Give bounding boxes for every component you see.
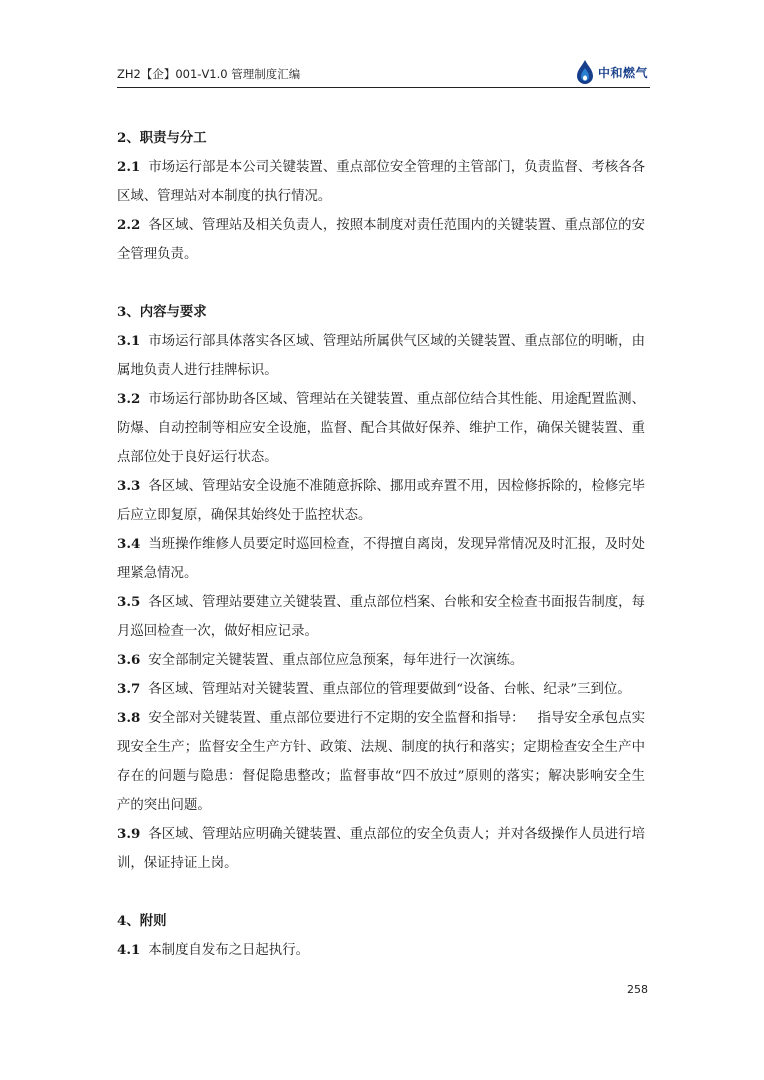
clause-number: 3.6 <box>117 652 141 668</box>
clause-number: 3.7 <box>117 681 141 697</box>
clause-line <box>117 646 645 675</box>
clause-line: 全管理负责。 <box>117 247 198 262</box>
clause-line <box>117 820 645 849</box>
section-heading: 2、职责与分工 <box>117 130 207 146</box>
section-heading: 3、内容与要求 <box>117 304 207 320</box>
clause-text: 当班操作维修人员要定时巡回检查，不得擅自离岗，发现异常情况及时汇报，及时处 <box>148 537 645 552</box>
clause-line: 后应立即复原，确保其始终处于监控状态。 <box>117 508 372 523</box>
clause-line <box>117 472 645 501</box>
clause-text: 各区域、管理站及相关负责人，按照本制度对责任范围内的关键装置、重点部位的安 <box>148 218 645 233</box>
clause-number: 3.4 <box>117 536 141 552</box>
company-logo <box>575 58 648 86</box>
clause-line <box>117 704 645 733</box>
page-header <box>117 58 650 88</box>
clause-line <box>117 153 645 182</box>
clause-text: 安全部制定关键装置、重点部位应急预案，每年进行一次演练。 <box>148 653 524 668</box>
clause-number: 3.1 <box>117 333 141 349</box>
section-heading: 4、附则 <box>117 913 167 929</box>
clause-text: 各区域、管理站要建立关键装置、重点部位档案、台帐和安全检查书面报告制度，每 <box>148 595 645 610</box>
clause-number: 3.9 <box>117 826 141 842</box>
clause-number: 3.3 <box>117 478 141 494</box>
clause-line: 点部位处于良好运行状态。 <box>117 450 278 465</box>
clause-text: 市场运行部协助各区域、管理站在关键装置、重点部位结合其性能、用途配置监测、 <box>148 392 645 407</box>
header-title: ZH2【企】001-V1.0 管理制度汇编 <box>117 67 301 81</box>
clause-number: 4.1 <box>117 942 141 958</box>
clause-line: 现安全生产；监督安全生产方针、政策、法规、制度的执行和落实；定期检查安全生产中 <box>117 740 645 755</box>
clause-line <box>117 675 645 704</box>
clause-number: 3.5 <box>117 594 141 610</box>
clause-text: 各区域、管理站应明确关键装置、重点部位的安全负责人；并对各级操作人员进行培 <box>148 827 645 842</box>
clause-line <box>117 327 645 356</box>
clause-text: 各区域、管理站安全设施不准随意拆除、挪用或弃置不用，因检修拆除的，检修完毕 <box>148 479 645 494</box>
clause-number: 3.8 <box>117 710 141 726</box>
clause-line: 属地负责人进行挂牌标识。 <box>117 363 278 378</box>
logo-text: 中和燃气 <box>597 65 648 80</box>
document-body <box>117 124 645 965</box>
clause-number: 2.1 <box>117 159 141 175</box>
clause-number: 2.2 <box>117 217 141 233</box>
clause-line: 训，保证持证上岗。 <box>117 856 238 871</box>
clause-line: 区域、管理站对本制度的执行情况。 <box>117 189 332 204</box>
clause-line <box>117 530 645 559</box>
flame-logo-icon <box>575 59 595 85</box>
clause-text: 市场运行部具体落实各区域、管理站所属供气区域的关键装置、重点部位的明晰，由 <box>148 334 645 349</box>
clause-line <box>117 588 645 617</box>
clause-line: 存在的问题与隐患：督促隐患整改；监督事故“四不放过”原则的落实；解决影响安全生 <box>117 769 645 784</box>
clause-text: 市场运行部是本公司关键装置、重点部位安全管理的主管部门，负责监督、考核各各 <box>148 160 645 175</box>
clause-line: 理紧急情况。 <box>117 566 198 581</box>
clause-line <box>117 936 645 965</box>
clause-text: 安全部对关键装置、重点部位要进行不定期的安全监督和指导： 指导安全承包点实 <box>148 711 645 726</box>
clause-line <box>117 211 645 240</box>
clause-number: 3.2 <box>117 391 141 407</box>
clause-text: 各区域、管理站对关键装置、重点部位的管理要做到“设备、台帐、纪录”三到位。 <box>148 682 631 697</box>
page-number: 258 <box>627 983 648 996</box>
clause-line: 产的突出问题。 <box>117 798 211 813</box>
clause-line <box>117 385 645 414</box>
clause-text: 本制度自发布之日起执行。 <box>148 943 309 958</box>
clause-line: 月巡回检查一次，做好相应记录。 <box>117 624 318 639</box>
clause-line: 防爆、自动控制等相应安全设施，监督、配合其做好保养、维护工作，确保关键装置、重 <box>117 421 645 436</box>
